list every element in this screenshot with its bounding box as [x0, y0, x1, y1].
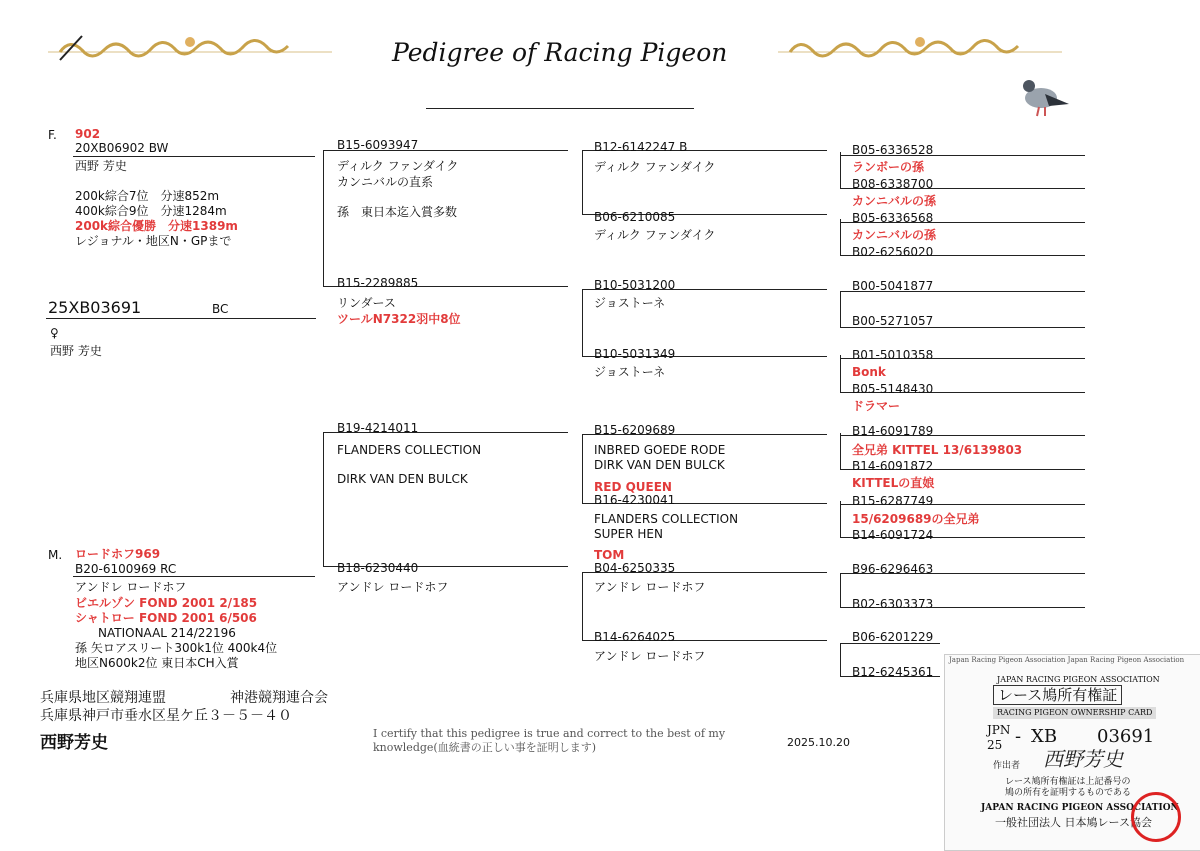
sire-note-1: 200k綜合7位 分速852m [75, 189, 220, 203]
dam-note-2: 孫 矢ロアスリート300k1位 400k4位 [75, 641, 278, 655]
sire-name: 902 [75, 127, 101, 141]
page-title: Pedigree of Racing Pigeon [392, 38, 728, 67]
dam-highlight-2: シャトロー FOND 2001 6/506 [75, 611, 257, 625]
title-underline [426, 108, 694, 109]
card-note-1: レース鳩所有権証は上記番号の [1005, 777, 1131, 787]
g3-7-ring: B14-6264025 [594, 630, 676, 644]
bracket-g4-4 [840, 355, 841, 392]
g3-4-line1: INBRED GOEDE RODE [594, 443, 726, 457]
g2-ds-line1: FLANDERS COLLECTION [337, 443, 482, 457]
card-title-jp: レース鳩所有権証 [993, 685, 1122, 705]
footer-org1: 兵庫県地区競翔連盟 [40, 690, 166, 706]
g2-sd-highlight: ツールN7322羽中8位 [337, 312, 461, 326]
card-number: 03691 [1097, 726, 1155, 747]
bracket-g3-3 [582, 434, 583, 503]
dam-label: M. [48, 548, 63, 562]
g3-5-line1: FLANDERS COLLECTION [594, 512, 739, 526]
g4-13-ring: B02-6303373 [852, 597, 934, 611]
bracket-g3-4 [582, 572, 583, 640]
sire-label: F. [48, 128, 57, 142]
footer-signer: 西野芳史 [40, 733, 108, 753]
bracket-g4-6 [840, 501, 841, 537]
dam-line [73, 576, 315, 577]
g2-ds-line2: DIRK VAN DEN BULCK [337, 472, 468, 486]
g4-7-highlight: ドラマー [852, 399, 901, 413]
g4-6-ring: B01-5010358 [852, 348, 934, 362]
card-org-jp: 一般社団法人 日本鳩レース協会 [995, 816, 1152, 829]
sire-breeder: 西野 芳史 [75, 159, 127, 173]
dam-note-1: NATIONAAL 214/22196 [98, 626, 236, 640]
g3-3-line1: ジョストーネ [594, 365, 666, 379]
card-year: 25 [987, 738, 1003, 752]
g4-8-highlight: 全兄弟 KITTEL 13/6139803 [852, 443, 1023, 457]
footer-address: 兵庫県神戸市垂水区星ケ丘３－５－４０ [40, 708, 292, 724]
card-border-text: Japan Racing Pigeon Association Japan Racing Pigeon Association [949, 656, 1185, 664]
sire-note-2: 400k綜合9位 分速1284m [75, 204, 227, 218]
g4-1-ring: B08-6338700 [852, 177, 934, 191]
bracket-g2-top [323, 150, 324, 286]
g4-2-highlight: カンニバルの孫 [852, 228, 937, 242]
bracket-g3-1 [582, 150, 583, 214]
red-seal-stamp [1131, 792, 1181, 842]
certify-line-1: I certify that this pedigree is true and correct to the best of my [373, 727, 726, 740]
ornament-right [770, 30, 1070, 66]
sire-line [73, 156, 315, 157]
bracket-g4-8 [840, 643, 841, 676]
dam-name: ロードホフ969 [75, 547, 161, 561]
footer-org2: 神港競翔連合会 [230, 690, 328, 706]
g4-2-ring: B05-6336568 [852, 211, 934, 225]
g4-10-highlight: 15/6209689の全兄弟 [852, 512, 980, 526]
sire-note-3: レジョナル・地区N・GPまで [75, 234, 232, 248]
card-assoc-2: JAPAN RACING PIGEON ASSOCIATION [981, 803, 1179, 813]
g2-dd-ring: B18-6230440 [337, 561, 419, 575]
g3-6-ring: B04-6250335 [594, 561, 676, 575]
g4-0-ring: B05-6336528 [852, 143, 934, 157]
g4-8-ring: B14-6091789 [852, 424, 934, 438]
subject-sex: ♀ [50, 326, 59, 340]
card-note-2: 鳩の所有を証明するものである [1005, 788, 1132, 798]
dam-ring: B20-6100969 RC [75, 562, 177, 576]
g3-1-ring: B06-6210085 [594, 210, 676, 224]
footer-date: 2025.10.20 [787, 736, 850, 749]
g4-4-ring: B00-5041877 [852, 279, 934, 293]
g4-1-highlight: カンニバルの孫 [852, 194, 937, 208]
g3-0-ring: B12-6142247 B [594, 140, 688, 154]
certify-line-2: knowledge(血統書の正しい事を証明します) [373, 741, 596, 754]
g3-6-line1: アンドレ ロードホフ [594, 580, 706, 594]
g2-dd-line1: アンドレ ロードホフ [337, 580, 449, 594]
g4-5-ring: B00-5271057 [852, 314, 934, 328]
g4-12-ring: B96-6296463 [852, 562, 934, 576]
g2-ss-ring: B15-6093947 [337, 138, 419, 152]
g4-7-ring: B05-5148430 [852, 382, 934, 396]
ornament-left [40, 30, 340, 66]
g4-6-highlight: Bonk [852, 365, 886, 379]
g3-2-ring: B10-5031200 [594, 278, 676, 292]
g2-sd-ring: B15-2289885 [337, 276, 419, 290]
sire-ring: 20XB06902 BW [75, 141, 169, 155]
g2-ss-line1: ディルク ファンダイク [337, 159, 459, 173]
bracket-g4-2 [840, 219, 841, 255]
g2-ss-note: 孫 東日本迄入賞多数 [337, 205, 458, 219]
g3-4-line2: DIRK VAN DEN BULCK [594, 458, 725, 472]
g4-0-highlight: ランボーの孫 [852, 160, 925, 174]
bracket-g4-7 [840, 573, 841, 607]
g3-4-highlight: RED QUEEN [594, 480, 672, 494]
g3-5-ring: B16-4230041 [594, 493, 676, 507]
g3-5-highlight: TOM [594, 548, 625, 562]
card-author-label: 作出者 [993, 761, 1021, 771]
subject-owner: 西野 芳史 [50, 344, 102, 358]
card-prefix: JPN [987, 723, 1011, 737]
dam-note-3: 地区N600k2位 東日本CH入賞 [75, 656, 239, 670]
g4-10-ring: B15-6287749 [852, 494, 934, 508]
g3-2-line1: ジョストーネ [594, 296, 666, 310]
g3-5-line2: SUPER HEN [594, 527, 663, 541]
pigeon-icon [1015, 72, 1071, 118]
subject-line [46, 318, 316, 319]
g3-4-ring: B15-6209689 [594, 423, 676, 437]
bracket-g4-1 [840, 152, 841, 188]
card-assoc: JAPAN RACING PIGEON ASSOCIATION [997, 675, 1160, 684]
g4-15-ring: B12-6245361 [852, 665, 934, 679]
card-code: XB [1031, 726, 1058, 747]
card-title-en: RACING PIGEON OWNERSHIP CARD [993, 707, 1156, 719]
g2-sd-line1: リンダース [337, 296, 396, 310]
g3-1-line1: ディルク ファンダイク [594, 228, 716, 242]
bracket-g4-5 [840, 433, 841, 469]
sire-highlight: 200k綜合優勝 分速1389m [75, 219, 238, 233]
dam-highlight-1: ビエルゾン FOND 2001 2/185 [75, 596, 258, 610]
g4-9-highlight: KITTELの直娘 [852, 476, 935, 490]
subject-ring: 25XB03691 [48, 298, 142, 317]
bracket-g3-2 [582, 289, 583, 356]
g4-11-ring: B14-6091724 [852, 528, 934, 542]
dam-breeder: アンドレ ロードホフ [75, 580, 187, 594]
card-dash: - [1015, 726, 1022, 747]
g4-3-ring: B02-6256020 [852, 245, 934, 259]
bracket-g2-bottom [323, 432, 324, 566]
g2-ds-ring: B19-4214011 [337, 421, 419, 435]
card-signature: 西野芳史 [1043, 747, 1123, 771]
g2-ss-line2: カンニバルの直系 [337, 175, 434, 189]
g3-0-line1: ディルク ファンダイク [594, 160, 716, 174]
g4-9-ring: B14-6091872 [852, 459, 934, 473]
g3-3-ring: B10-5031349 [594, 347, 676, 361]
bracket-g4-3 [840, 291, 841, 327]
g3-7-line1: アンドレ ロードホフ [594, 649, 706, 663]
g4-14-ring: B06-6201229 [852, 630, 934, 644]
subject-color: BC [212, 302, 229, 316]
